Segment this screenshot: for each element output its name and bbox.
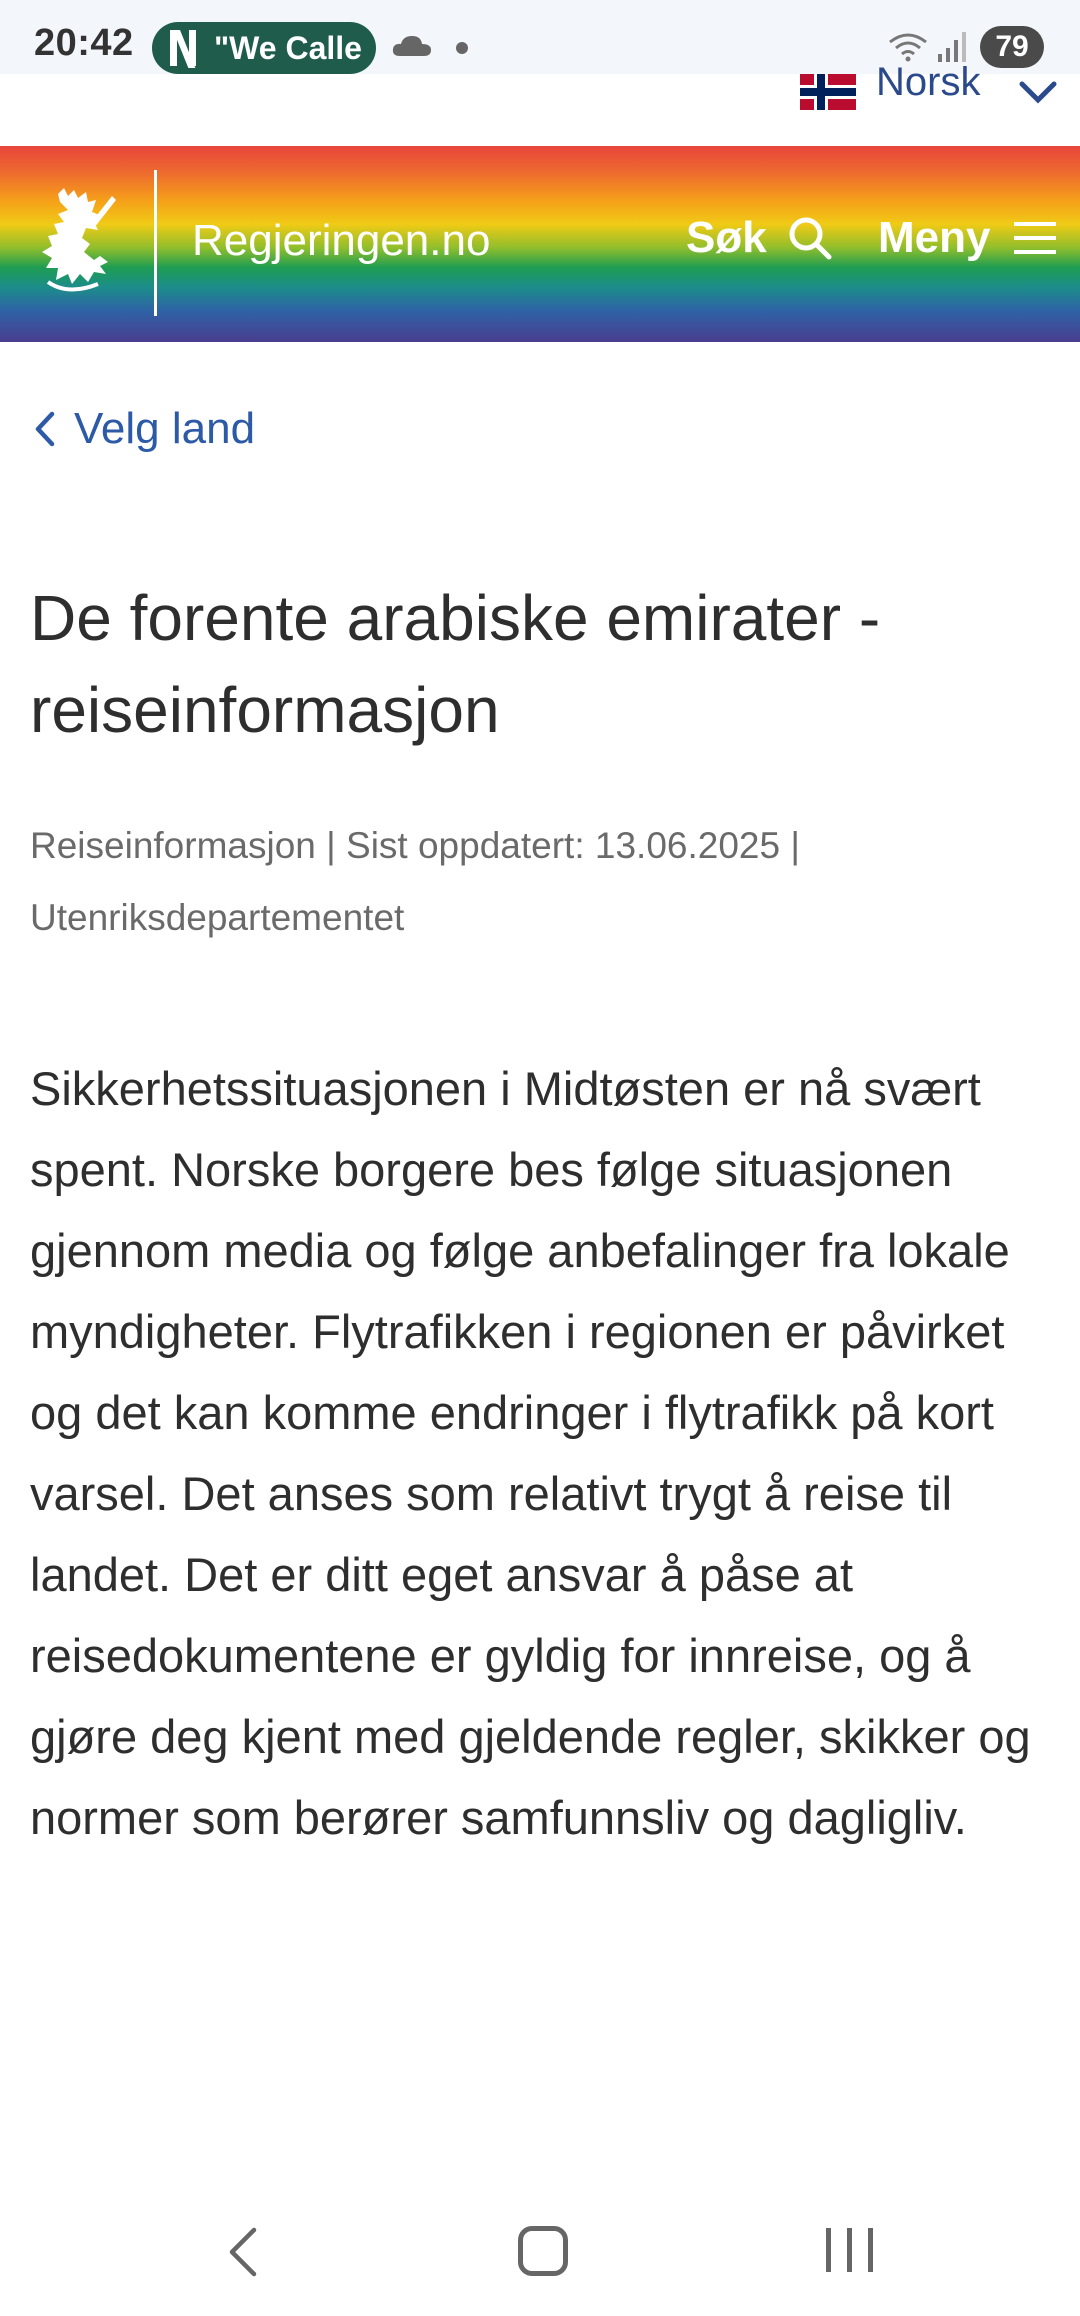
notification-text: "We Calle (214, 29, 362, 66)
search-icon (787, 215, 833, 261)
battery-indicator: 79 (980, 26, 1044, 68)
nav-recent-apps-icon[interactable] (820, 2224, 880, 2276)
page-title: De forente arabiske emirater - reiseinformasjon (30, 582, 881, 746)
language-bar (0, 60, 1080, 146)
media-notification-pill[interactable] (152, 22, 376, 74)
search-label: Søk (686, 213, 767, 262)
site-header (0, 146, 1080, 342)
norway-flag-icon (800, 74, 856, 110)
chevron-left-icon (34, 410, 56, 448)
search-button[interactable] (686, 208, 833, 268)
menu-button[interactable] (878, 208, 1058, 268)
status-time: 20:42 (34, 22, 134, 64)
back-link-label: Velg land (74, 404, 256, 453)
site-name-link[interactable]: Regjeringen.no (192, 216, 491, 265)
menu-label: Meny (878, 213, 991, 262)
article-meta: Reiseinformasjon | Sist oppdatert: 13.06.2025 | Utenriksdepartementet (30, 825, 800, 938)
nav-home-icon[interactable] (518, 2226, 568, 2276)
wifi-icon (888, 30, 928, 62)
lion-coat-of-arms-icon[interactable] (28, 186, 122, 298)
back-link-velg-land[interactable] (34, 404, 255, 454)
system-nav-bar (0, 2196, 1080, 2316)
language-selector[interactable]: Norsk (876, 60, 981, 104)
nav-back-icon[interactable] (222, 2222, 262, 2282)
hamburger-menu-icon (1012, 218, 1058, 258)
chevron-down-icon[interactable] (1018, 78, 1058, 106)
cloud-icon (392, 34, 432, 56)
dot-icon (456, 42, 468, 54)
header-divider (154, 170, 157, 316)
netflix-icon (170, 30, 196, 66)
signal-icon (936, 30, 970, 62)
article-body: Sikkerhetssituasjonen i Midtøsten er nå svært spent. Norske borgere bes følge situasjonen gjennom media og følge anbefalinger fra lokale myndigheter. Flytrafikken i regionen er påvirket og det kan komme endringer i flytrafikk på kort varsel. Det anses som relativt trygt å reise til landet. Det er ditt eget ansvar å påse at reisedokumentene er gyldig for innreise, og å gjøre deg kjent med gjeldende regler, skikker og normer som berører samfunnsliv og dagligliv. (30, 1062, 1031, 1844)
